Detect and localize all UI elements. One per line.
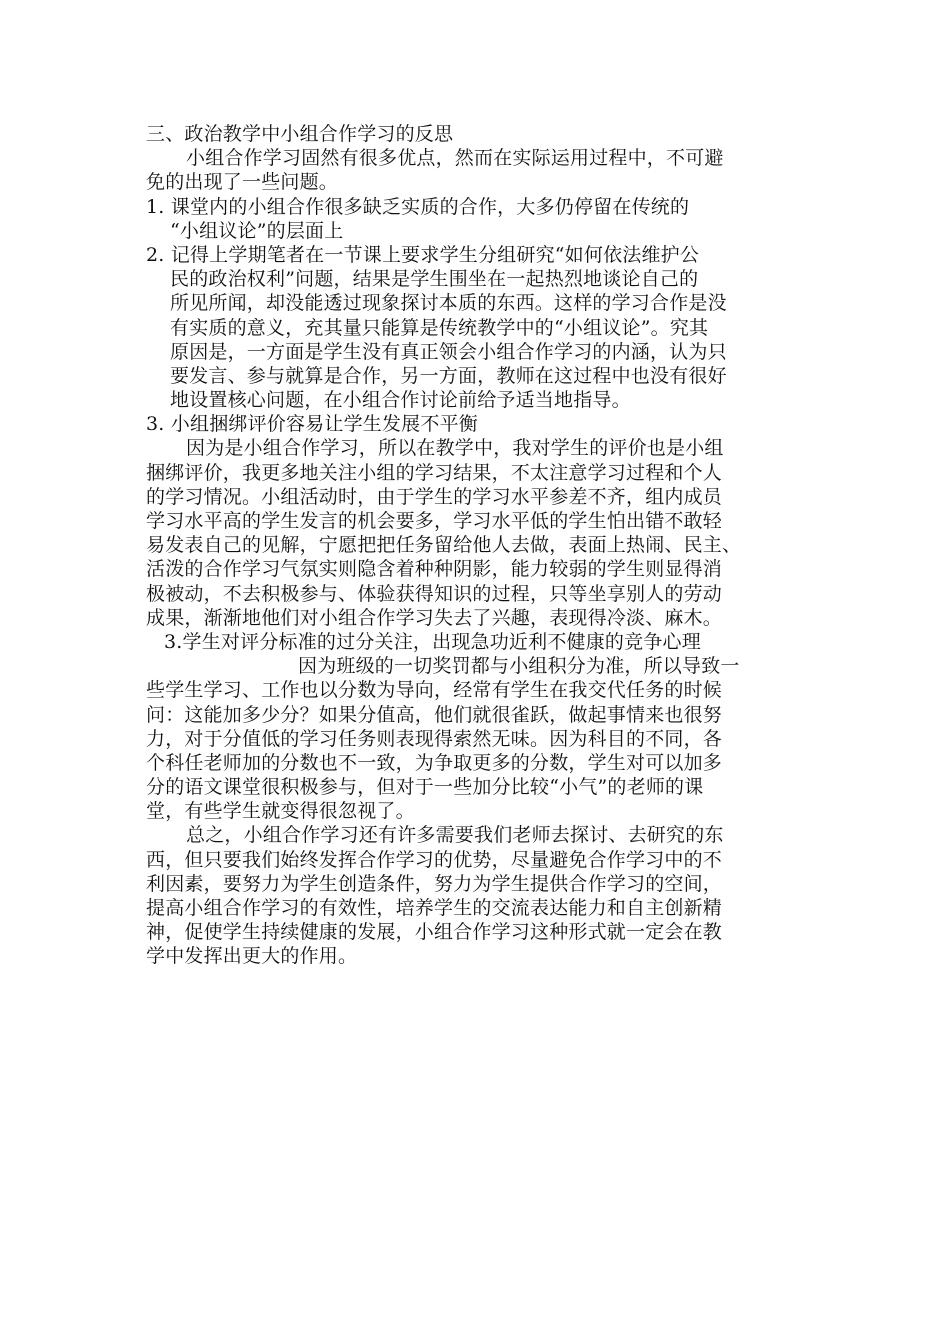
paragraph-line: 的学习情况。小组活动时，由于学生的学习水平参差不齐，组内成员	[146, 485, 723, 508]
paragraph-line: 易发表自己的见解，宁愿把把任务留给他人去做，表面上热闹、民主、	[146, 534, 742, 557]
paragraph-line: 些学生学习、工作也以分数为导向，经常有学生在我交代任务的时候	[146, 679, 723, 702]
list-item-4-heading: 3.学生对评分标准的过分关注，出现急功近利不健康的竞争心理	[164, 630, 701, 653]
list-item-1-line: “小组议论”的层面上	[170, 219, 344, 242]
paragraph-line: 因为班级的一切奖罚都与小组积分为准，所以导致一	[298, 655, 740, 678]
paragraph-line: 学习水平高的学生发言的机会要多，学习水平低的学生怕出错不敢轻	[146, 510, 723, 532]
list-item-3-heading: 3. 小组捆绑评价容易让学生发展不平衡	[146, 413, 478, 436]
conclusion-line: 利因素，要努力为学生创造条件，努力为学生提供合作学习的空间，	[146, 872, 723, 895]
paragraph-line: 活泼的合作学习气氛实则隐含着种种阴影，能力较弱的学生则显得消	[146, 558, 723, 581]
conclusion-line: 学中发挥出更大的作用。	[146, 945, 358, 968]
list-item-2-line: 要发言、参与就算是合作，另一方面，教师在这过程中也没有很好	[170, 364, 727, 387]
paragraph-line: 因为是小组合作学习，所以在教学中，我对学生的评价也是小组	[186, 437, 724, 460]
intro-line: 免的出现了一些问题。	[146, 171, 339, 194]
list-item-2-line: 原因是，一方面是学生没有真正领会小组合作学习的内涵，认为只	[170, 340, 727, 363]
paragraph-line: 捆绑评价，我更多地关注小组的学习结果，不太注意学习过程和个人	[146, 461, 723, 484]
paragraph-line: 问：这能加多少分？如果分值高，他们就很雀跃，做起事情来也很努	[146, 703, 723, 726]
list-item-2-line: 所见所闻，却没能透过现象探讨本质的东西。这样的学习合作是没	[170, 292, 727, 315]
paragraph-line: 力，对于分值低的学习任务则表现得索然无味。因为科目的不同，各	[146, 727, 723, 750]
list-item-2-line: 地设置核心问题，在小组合作讨论前给予适当地指导。	[170, 389, 631, 412]
paragraph-line: 堂，有些学生就变得很忽视了。	[146, 800, 415, 823]
conclusion-line: 总之，小组合作学习还有许多需要我们老师去探讨、去研究的东	[186, 824, 724, 847]
paragraph-line: 成果，渐渐地他们对小组合作学习失去了兴趣，表现得冷淡、麻木。	[146, 606, 723, 629]
conclusion-line: 提高小组合作学习的有效性，培养学生的交流表达能力和自主创新精	[146, 897, 723, 919]
list-item-2-line: 民的政治权利”问题，结果是学生围坐在一起热烈地谈论自己的	[170, 268, 699, 291]
list-item-1-line: 1. 课堂内的小组合作很多缺乏实质的合作，大多仍停留在传统的	[146, 195, 690, 218]
list-item-2-line: 有实质的意义，充其量只能算是传统教学中的“小组议论”。究其	[170, 316, 709, 339]
paragraph-line: 分的语文课堂很积极参与，但对于一些加分比较“小气”的老师的课	[146, 776, 704, 799]
paragraph-line: 极被动，不去积极参与、体验获得知识的过程，只等坐享别人的劳动	[146, 582, 723, 605]
conclusion-line: 西，但只要我们始终发挥合作学习的优势，尽量避免合作学习中的不	[146, 848, 723, 871]
intro-line: 小组合作学习固然有很多优点，然而在实际运用过程中，不可避	[186, 147, 724, 170]
section-heading: 三、政治教学中小组合作学习的反思	[146, 123, 454, 145]
conclusion-line: 神，促使学生持续健康的发展，小组合作学习这种形式就一定会在教	[146, 921, 723, 944]
list-item-2-line: 2. 记得上学期笔者在一节课上要求学生分组研究“如何依法维护公	[146, 243, 700, 266]
paragraph-line: 个科任老师加的分数也不一致，为争取更多的分数，学生对可以加多	[146, 751, 723, 774]
section-block	[146, 122, 812, 969]
